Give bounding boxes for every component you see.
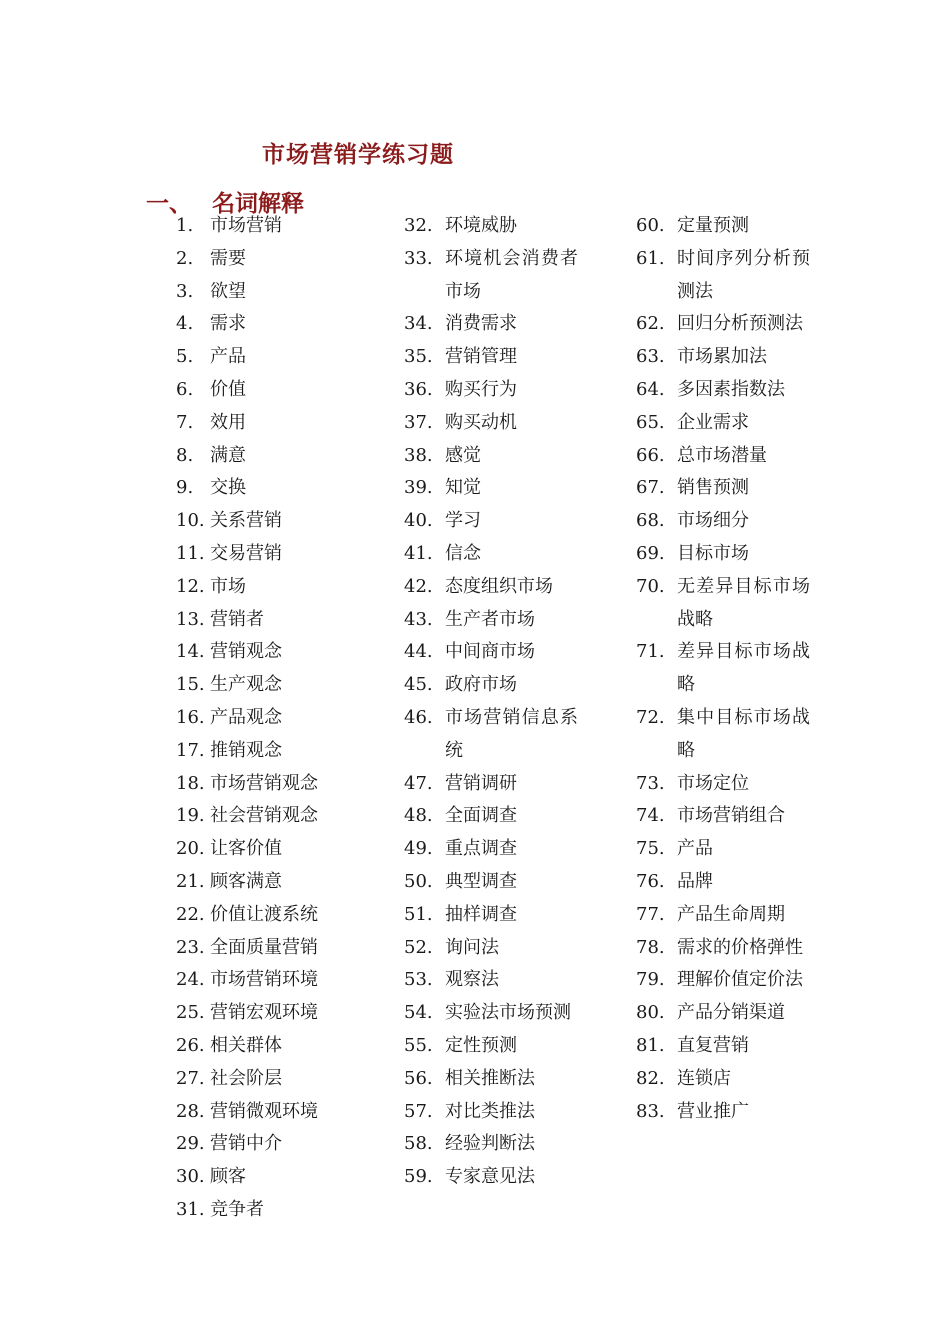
term-item [636, 472, 816, 505]
term-item [170, 604, 380, 637]
term-number: 27. [176, 1067, 205, 1089]
term-text: 满意 [210, 444, 246, 466]
term-text: 生产观念 [210, 674, 282, 696]
term-number: 75. [636, 838, 665, 860]
term-item [170, 407, 380, 440]
term-number: 58. [404, 1133, 433, 1155]
term-text: 营销管理 [445, 346, 517, 368]
term-item [170, 341, 380, 374]
term-item [636, 407, 816, 440]
term-number: 38. [404, 444, 433, 466]
term-item [170, 276, 380, 309]
term-number: 16. [176, 706, 205, 728]
term-number: 7. [176, 411, 194, 433]
term-text: 欲望 [210, 280, 246, 302]
term-item [170, 636, 380, 669]
term-text: 信念 [445, 542, 481, 564]
term-item [170, 800, 380, 833]
term-number: 70. [636, 575, 665, 597]
term-number: 14. [176, 641, 205, 663]
term-text: 连锁店 [677, 1067, 731, 1089]
term-item [636, 440, 816, 473]
term-item [636, 702, 816, 768]
term-number: 67. [636, 477, 665, 499]
term-text: 营销宏观环境 [210, 1002, 318, 1024]
term-number: 79. [636, 969, 665, 991]
term-number: 28. [176, 1100, 205, 1122]
term-text: 市场营销组合 [677, 805, 785, 827]
term-number: 41. [404, 542, 433, 564]
term-number: 13. [176, 608, 205, 630]
term-text: 对比类推法 [445, 1100, 535, 1122]
term-item [404, 866, 584, 899]
term-item [404, 964, 584, 997]
term-text: 需求的价格弹性 [677, 936, 803, 958]
term-text: 市场定位 [677, 772, 749, 794]
term-number: 33. [404, 247, 433, 269]
term-item [404, 243, 584, 309]
term-text: 回归分析预测法 [677, 313, 803, 335]
term-number: 63. [636, 346, 665, 368]
term-text: 产品生命周期 [677, 903, 785, 925]
term-text: 理解价值定价法 [677, 969, 803, 991]
term-text: 全面质量营销 [210, 936, 318, 958]
term-number: 44. [404, 641, 433, 663]
term-text: 需要 [210, 247, 246, 269]
term-text: 产品分销渠道 [677, 1002, 785, 1024]
term-text: 产品 [677, 838, 713, 860]
term-number: 50. [404, 870, 433, 892]
term-item [170, 505, 380, 538]
term-number: 15. [176, 674, 205, 696]
term-item [170, 866, 380, 899]
term-text: 价值 [210, 378, 246, 400]
term-item [404, 308, 584, 341]
term-text: 市场 [210, 575, 246, 597]
term-item [170, 571, 380, 604]
term-text: 市场营销 [210, 215, 282, 236]
term-item [636, 505, 816, 538]
term-number: 74. [636, 805, 665, 827]
term-number: 43. [404, 608, 433, 630]
term-number: 42. [404, 575, 433, 597]
term-number: 35. [404, 346, 433, 368]
term-item [636, 308, 816, 341]
term-item [170, 538, 380, 571]
term-item [170, 210, 380, 243]
term-number: 21. [176, 870, 205, 892]
term-text: 市场营销信息系统 [445, 706, 578, 761]
term-item [636, 800, 816, 833]
term-item [170, 374, 380, 407]
term-text: 集中目标市场战略 [677, 706, 810, 761]
term-text: 营销微观环境 [210, 1100, 318, 1122]
term-item [170, 669, 380, 702]
term-item [636, 636, 816, 702]
term-text: 营销者 [210, 608, 264, 630]
term-text: 差异目标市场战略 [677, 641, 810, 696]
term-text: 目标市场 [677, 542, 749, 564]
term-item [636, 571, 816, 637]
term-item [636, 341, 816, 374]
term-item [404, 1096, 584, 1129]
term-text: 实验法市场预测 [445, 1002, 571, 1024]
term-item [636, 866, 816, 899]
term-number: 82. [636, 1067, 665, 1089]
term-item [404, 932, 584, 965]
term-number: 25. [176, 1002, 205, 1024]
term-text: 营销观念 [210, 641, 282, 663]
term-number: 60. [636, 215, 665, 236]
term-text: 环境威胁 [445, 215, 517, 236]
term-number: 1. [176, 215, 194, 236]
term-text: 无差异目标市场战略 [677, 575, 810, 630]
term-item [404, 800, 584, 833]
term-column-3 [636, 210, 816, 1128]
term-text: 交换 [210, 477, 246, 499]
term-number: 26. [176, 1034, 205, 1056]
term-text: 企业需求 [677, 411, 749, 433]
term-item [170, 472, 380, 505]
term-number: 62. [636, 313, 665, 335]
term-item [404, 1030, 584, 1063]
term-text: 社会营销观念 [210, 805, 318, 827]
term-number: 59. [404, 1166, 433, 1188]
term-number: 68. [636, 510, 665, 532]
term-text: 定量预测 [677, 215, 749, 236]
term-number: 55. [404, 1034, 433, 1056]
term-text: 购买动机 [445, 411, 517, 433]
term-number: 5. [176, 346, 194, 368]
term-item [404, 341, 584, 374]
term-number: 57. [404, 1100, 433, 1122]
term-text: 销售预测 [677, 477, 749, 499]
term-item [170, 440, 380, 473]
term-text: 总市场潜量 [677, 444, 767, 466]
term-number: 48. [404, 805, 433, 827]
term-number: 19. [176, 805, 205, 827]
term-item [170, 735, 380, 768]
term-text: 顾客 [210, 1166, 246, 1188]
term-item [636, 1063, 816, 1096]
term-number: 32. [404, 215, 433, 236]
term-text: 态度组织市场 [445, 575, 553, 597]
term-number: 46. [404, 706, 433, 728]
term-item [404, 374, 584, 407]
term-column-2 [404, 210, 584, 1194]
term-item [170, 1096, 380, 1129]
term-number: 72. [636, 706, 665, 728]
term-number: 34. [404, 313, 433, 335]
term-item [404, 669, 584, 702]
term-item [636, 374, 816, 407]
term-item [404, 899, 584, 932]
term-item [404, 407, 584, 440]
term-number: 17. [176, 739, 205, 761]
term-number: 45. [404, 674, 433, 696]
term-number: 30. [176, 1166, 205, 1188]
term-item [636, 1096, 816, 1129]
term-number: 8. [176, 444, 194, 466]
section-number: 一、 [146, 190, 192, 217]
term-item [636, 964, 816, 997]
term-number: 47. [404, 772, 433, 794]
term-item [636, 210, 816, 243]
term-item [404, 604, 584, 637]
term-number: 66. [636, 444, 665, 466]
term-text: 学习 [445, 510, 481, 532]
term-text: 价值让渡系统 [210, 903, 318, 925]
term-item [636, 997, 816, 1030]
term-item [170, 308, 380, 341]
term-number: 36. [404, 378, 433, 400]
term-text: 需求 [210, 313, 246, 335]
term-text: 生产者市场 [445, 608, 535, 630]
term-text: 知觉 [445, 477, 481, 499]
term-number: 54. [404, 1002, 433, 1024]
term-item [170, 1161, 380, 1194]
term-number: 80. [636, 1002, 665, 1024]
term-text: 观察法 [445, 969, 499, 991]
section-label: 名词解释 [212, 190, 304, 217]
term-text: 社会阶层 [210, 1067, 282, 1089]
term-text: 市场营销环境 [210, 969, 318, 991]
term-text: 政府市场 [445, 674, 517, 696]
term-text: 市场营销观念 [210, 772, 318, 794]
term-text: 营销中介 [210, 1133, 282, 1155]
term-item [170, 833, 380, 866]
term-number: 3. [176, 280, 194, 302]
term-text: 直复营销 [677, 1034, 749, 1056]
term-number: 4. [176, 313, 194, 335]
term-text: 购买行为 [445, 378, 517, 400]
term-number: 64. [636, 378, 665, 400]
term-item [170, 1030, 380, 1063]
term-text: 中间商市场 [445, 641, 535, 663]
term-number: 11. [176, 542, 205, 564]
term-number: 12. [176, 575, 205, 597]
term-number: 29. [176, 1133, 205, 1155]
term-item [404, 538, 584, 571]
term-item [170, 1128, 380, 1161]
term-number: 6. [176, 378, 194, 400]
term-text: 典型调查 [445, 870, 517, 892]
term-text: 多因素指数法 [677, 378, 785, 400]
term-text: 关系营销 [210, 510, 282, 532]
term-text: 产品 [210, 346, 246, 368]
term-item [636, 1030, 816, 1063]
term-text: 让客价值 [210, 838, 282, 860]
term-number: 73. [636, 772, 665, 794]
term-number: 77. [636, 903, 665, 925]
term-number: 76. [636, 870, 665, 892]
term-text: 经验判断法 [445, 1133, 535, 1155]
term-text: 环境机会消费者市场 [445, 247, 578, 302]
term-number: 52. [404, 936, 433, 958]
term-item [404, 636, 584, 669]
term-item [404, 210, 584, 243]
term-item [170, 932, 380, 965]
term-text: 相关群体 [210, 1034, 282, 1056]
term-number: 2. [176, 247, 194, 269]
term-item [170, 768, 380, 801]
term-item [636, 538, 816, 571]
term-item [404, 768, 584, 801]
term-number: 37. [404, 411, 433, 433]
term-text: 感觉 [445, 444, 481, 466]
term-item [170, 1063, 380, 1096]
term-text: 时间序列分析预测法 [677, 247, 810, 302]
term-number: 83. [636, 1100, 665, 1122]
term-text: 营销调研 [445, 772, 517, 794]
term-text: 效用 [210, 411, 246, 433]
term-item [636, 243, 816, 309]
term-text: 营业推广 [677, 1100, 749, 1122]
term-text: 重点调查 [445, 838, 517, 860]
term-number: 23. [176, 936, 205, 958]
term-number: 65. [636, 411, 665, 433]
term-item [404, 440, 584, 473]
term-text: 询问法 [445, 936, 499, 958]
term-number: 10. [176, 510, 205, 532]
term-text: 消费需求 [445, 313, 517, 335]
term-number: 49. [404, 838, 433, 860]
term-item [404, 833, 584, 866]
term-number: 61. [636, 247, 665, 269]
term-number: 39. [404, 477, 433, 499]
term-item [636, 899, 816, 932]
term-item [404, 997, 584, 1030]
term-text: 顾客满意 [210, 870, 282, 892]
term-text: 竞争者 [210, 1198, 264, 1220]
term-number: 78. [636, 936, 665, 958]
term-number: 69. [636, 542, 665, 564]
term-text: 市场累加法 [677, 346, 767, 368]
term-item [636, 833, 816, 866]
term-number: 81. [636, 1034, 665, 1056]
term-text: 抽样调查 [445, 903, 517, 925]
term-item [404, 1063, 584, 1096]
term-text: 定性预测 [445, 1034, 517, 1056]
term-item [404, 472, 584, 505]
term-text: 全面调查 [445, 805, 517, 827]
term-item [636, 932, 816, 965]
term-item [404, 1128, 584, 1161]
term-number: 22. [176, 903, 205, 925]
term-number: 31. [176, 1198, 205, 1220]
term-text: 推销观念 [210, 739, 282, 761]
term-text: 品牌 [677, 870, 713, 892]
term-item [170, 243, 380, 276]
term-text: 产品观念 [210, 706, 282, 728]
term-item [404, 571, 584, 604]
term-item [404, 1161, 584, 1194]
term-number: 20. [176, 838, 205, 860]
term-item [170, 702, 380, 735]
term-column-1 [170, 210, 380, 1227]
term-number: 18. [176, 772, 205, 794]
term-text: 市场细分 [677, 510, 749, 532]
term-item [404, 505, 584, 538]
term-text: 交易营销 [210, 542, 282, 564]
term-item [404, 702, 584, 768]
term-number: 40. [404, 510, 433, 532]
term-item [170, 997, 380, 1030]
term-number: 9. [176, 477, 194, 499]
term-number: 53. [404, 969, 433, 991]
term-number: 71. [636, 641, 665, 663]
term-item [170, 1194, 380, 1227]
document-title: 市场营销学练习题 [262, 141, 454, 168]
term-item [170, 899, 380, 932]
term-text: 专家意见法 [445, 1166, 535, 1188]
term-item [170, 964, 380, 997]
term-text: 相关推断法 [445, 1067, 535, 1089]
term-item [636, 768, 816, 801]
term-number: 24. [176, 969, 205, 991]
term-number: 56. [404, 1067, 433, 1089]
term-number: 51. [404, 903, 433, 925]
